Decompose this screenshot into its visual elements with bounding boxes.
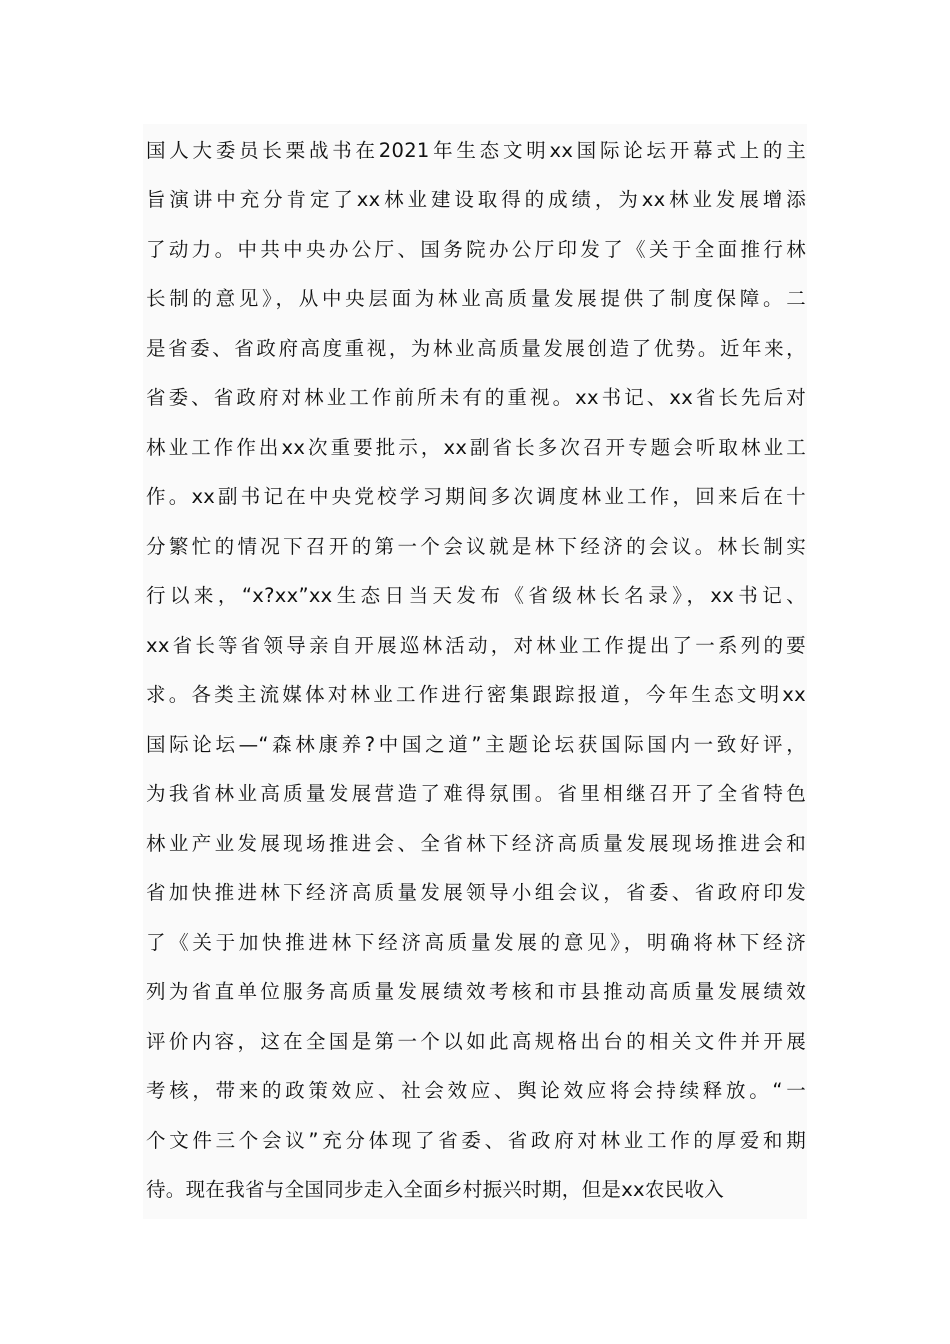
text-line: 了动力。中共中央办公厅、国务院办公厅印发了《关于全面推行林	[146, 238, 806, 261]
text-line: 作。xx副书记在中央党校学习期间多次调度林业工作，回来后在十	[146, 485, 806, 508]
text-line: 省委、省政府对林业工作前所未有的重视。xx书记、xx省长先后对	[146, 386, 806, 409]
text-line: 林业工作作出xx次重要批示，xx副省长多次召开专题会听取林业工	[146, 436, 806, 459]
text-line: 列为省直单位服务高质量发展绩效考核和市县推动高质量发展绩效	[146, 980, 806, 1003]
text-line: 为我省林业高质量发展营造了难得氛围。省里相继召开了全省特色	[146, 782, 806, 805]
text-line: 求。各类主流媒体对林业工作进行密集跟踪报道，今年生态文明xx	[146, 683, 806, 706]
text-line: 省加快推进林下经济高质量发展领导小组会议，省委、省政府印发	[146, 881, 806, 904]
text-line: 旨演讲中充分肯定了xx林业建设取得的成绩，为xx林业发展增添	[146, 188, 806, 211]
text-line: 国人大委员长栗战书在2021年生态文明xx国际论坛开幕式上的主	[146, 139, 806, 162]
text-line: 考核，带来的政策效应、社会效应、舆论效应将会持续释放。“一	[146, 1079, 806, 1102]
text-line: 评价内容，这在全国是第一个以如此高规格出台的相关文件并开展	[146, 1030, 806, 1053]
text-line: 个文件三个会议”充分体现了省委、省政府对林业工作的厚爱和期	[146, 1129, 806, 1152]
text-line: 行以来，“x?xx”xx生态日当天发布《省级林长名录》，xx书记、	[146, 584, 806, 607]
text-line: xx省长等省领导亲自开展巡林活动，对林业工作提出了一系列的要	[146, 634, 806, 657]
text-line: 了《关于加快推进林下经济高质量发展的意见》，明确将林下经济	[146, 931, 806, 954]
text-line: 国际论坛—“森林康养?中国之道”主题论坛获国际国内一致好评，	[146, 733, 806, 756]
body-text	[143, 124, 807, 1219]
text-line: 林业产业发展现场推进会、全省林下经济高质量发展现场推进会和	[146, 832, 806, 855]
text-line: 长制的意见》，从中央层面为林业高质量发展提供了制度保障。二	[146, 287, 806, 310]
text-line: 是省委、省政府高度重视，为林业高质量发展创造了优势。近年来，	[146, 337, 806, 360]
text-line: 分繁忙的情况下召开的第一个会议就是林下经济的会议。林长制实	[146, 535, 806, 558]
text-line: 待。现在我省与全国同步走入全面乡村振兴时期，但是xx农民收入	[146, 1178, 725, 1201]
